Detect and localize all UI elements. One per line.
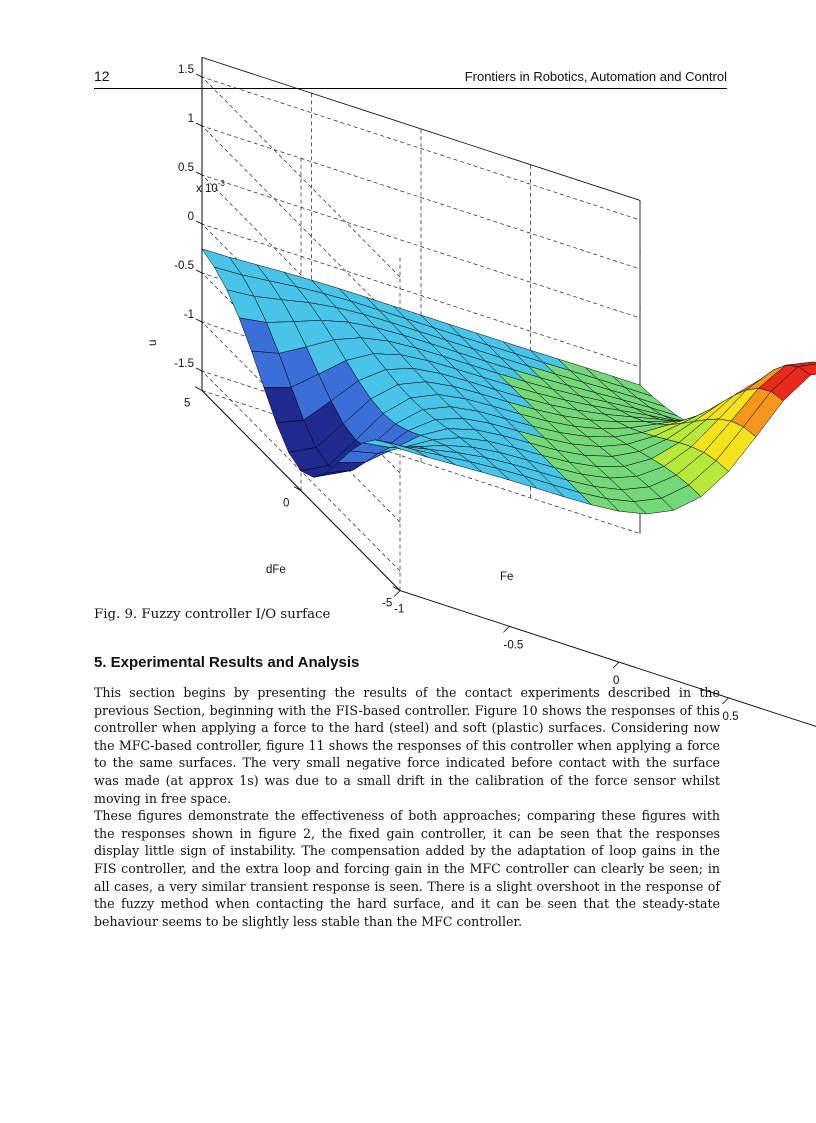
z-tick — [196, 270, 202, 273]
section-heading: 5. Experimental Results and Analysis — [94, 654, 360, 671]
z-tick-label: 1.5 — [178, 64, 194, 76]
gridline — [202, 77, 640, 277]
z-tick-label: 0 — [187, 211, 194, 223]
x-tick — [723, 698, 729, 704]
x-tick-label: 0.5 — [722, 710, 739, 723]
section-body — [94, 684, 720, 930]
page-number: 12 — [94, 68, 110, 84]
z-tick-label: 0.5 — [178, 162, 194, 174]
z-tick — [196, 123, 202, 126]
y-tick-label: 5 — [184, 397, 191, 410]
figure-caption: Fig. 9. Fuzzy controller I/O surface — [94, 607, 331, 622]
x-tick-label: -0.5 — [503, 639, 524, 652]
z-tick — [196, 221, 202, 224]
y-tick-label: 0 — [283, 497, 290, 510]
running-title: Frontiers in Robotics, Automation and Control — [464, 69, 727, 84]
x-tick — [394, 591, 400, 597]
y-tick — [195, 387, 202, 391]
x-tick-label: -1 — [394, 603, 405, 616]
paragraph-1: This section begins by presenting the results of the contact experiments described in the previous Section, beginning with the FIS-based controller. Figure 10 shows the responses of this controller when applying a force to the hard (steel) and soft (plastic) surfaces. Considering now the MFC-based controller, figure 11 shows the responses of this controller when applying a force to the same surfaces. The very small negative force indicated before contact with the surface was made (at approx 1s) was due to a small drift in the calibration of the force sensor whilst moving in free space. — [94, 685, 720, 806]
paragraph-2: These figures demonstrate the effectiveness of both approaches; comparing these figures with the responses shown in figure 2, the fixed gain controller, it can be seen that the responses display little sign of instability. The compensation added by the adaptation of loop gains in the FIS controller, and the extra loop and forcing gain in the MFC controller can clearly be seen; in all cases, a very similar transient response is seen. There is a slight overshoot in the response of the fuzzy method when contacting the hard surface, and it can be seen that the steady-state behaviour seems to be slightly less stable than the MFC controller. — [94, 808, 720, 929]
z-tick — [196, 368, 202, 371]
z-tick-label: 1 — [187, 113, 194, 125]
z-tick — [196, 172, 202, 175]
z-axis-label: u — [147, 339, 159, 346]
z-scale-label: x $10^{-3}$ — [196, 179, 225, 195]
x-tick-label: 0 — [613, 675, 620, 688]
y-axis-label: dFe — [266, 564, 286, 576]
x-axis-label: Fe — [500, 571, 514, 583]
z-tick-label: -0.5 — [174, 260, 194, 272]
x-tick — [504, 626, 510, 632]
z-tick-label: -1 — [183, 309, 194, 321]
y-tick-label: -5 — [382, 597, 393, 610]
z-tick — [196, 319, 202, 322]
z-tick-label: -1.5 — [174, 358, 194, 370]
